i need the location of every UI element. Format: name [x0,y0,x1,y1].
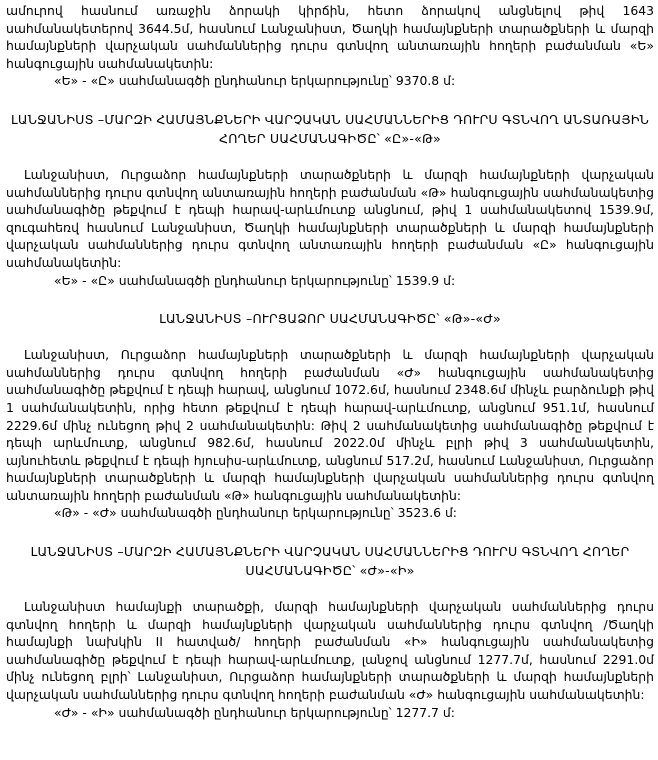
section-3 [6,542,654,721]
section-body: Լանջանիստ համայնքի տարածքի, մարզի համայնքների վարչական սահմաններից դուրս գտնվող հողերի և մարզի համայնքների վարչական սահմաններից դուրս գտնվող /Ծաղկի համայնքի նախկին II հատված/ հողերի բաժանման «Ի» հանգուցային սահմանակետից սահմանագիծը թեքվում է դեպի հարավ-արևմուտք, լանջով անցնում 1277.7մ, հասնում 2291.0մ մինչ ունեցող բլրի՝ Լանջանիստ, Ուրցաձոր համայնքների տարածքների և մարզի համայնքների վարչական սահմաններից դուրս գտնվող հողերի բաժանման «Ժ» հանգուցային սահմանակետին: [6,599,654,703]
section-total-length: «Թ» - «Ժ» սահմանագծի ընդհանուր երկարությունը՝ 3523.6 մ: [54,505,457,521]
section-body: Լանջանիստ, Ուրցաձոր համայնքների տարածքների և մարզի համայնքների վարչական սահմաններից դուրս գտնվող անտառային հողերի բաժանման «Թ» հանգուցային սահմանակետից սահմանագիծը թեքվում է դեպի հարավ-արևմուտք անցնում, թիվ 1 սահմանակետով 1539.9մ, զուգահեռվ հասնում Լանջանիստ, Ծաղկի համայնքների տարածքների և մարզի համայնքների վարչական սահմաններից դուրս գտնվող անտառային հողերի բաժանման «Ը» հանգուցային սահմանակետին: [6,166,654,270]
section-total-length: «Ե» - «Ը» սահմանագծի ընդհանուր երկարությունը՝ 1539.9 մ: [54,272,456,288]
section-1 [6,110,654,289]
section-heading: ԼԱՆՋԱՆԻՍՏ –ՈՒՐՑԱՁՈՐ ՍԱՀՄԱՆԱԳԻԾԸ՝ «Թ»-«Ժ» [159,311,501,327]
section-total-length: «Ժ» - «Ի» սահմանագծի ընդհանուր երկարությունը՝ 1277.7 մ: [54,704,455,720]
section-2 [6,309,654,522]
intro-total-length: «Ե» - «Ը» սահմանագծի ընդհանուր երկարությունը՝ 9370.8 մ: [54,73,456,89]
section-heading: ԼԱՆՋԱՆԻՍՏ –ՄԱՐԶԻ ՀԱՄԱՅՆՔՆԵՐԻ ՎԱՐՉԱԿԱՆ ՍԱՀՄԱՆՆԵՐԻՑ ԴՈՒՐՍ ԳՏՆՎՈՂ ԱՆՏԱՌԱՅԻՆ ՀՈՂԵՐ ՍԱՀՄԱՆԱԳԻԾԸ՝ «Ը»-«Թ» [11,111,649,146]
section-heading: ԼԱՆՋԱՆԻՍՏ –ՄԱՐԶԻ ՀԱՄԱՅՆՔՆԵՐԻ ՎԱՐՉԱԿԱՆ ՍԱՀՄԱՆՆԵՐԻՑ ԴՈՒՐՍ ԳՏՆՎՈՂ ՀՈՂԵՐ ՍԱՀՄԱՆԱԳԻԾԸ՝ «Ժ»-«Ի» [30,544,630,579]
intro-paragraph: ամուրով հասնում առաջին ձորակի կիրճին, հետո ձորակով անցնելով թիվ 1643 սահմանակետերով 3644.5մ, հասնում Լանջանիստ, Ծաղկի համայնքների տարածքների և մարզի համայնքների վարչական սահմաններից դուրս գտնվող անտառային հողերի բաժանման «Ե» հանգուցային սահմանակետին: [6,3,654,71]
section-body: Լանջանիստ, Ուրցաձոր համայնքների տարածքների և մարզի համայնքների վարչական սահմաններից դուրս գտնվող հողերի բաժանման «Ժ» հանգուցային սահմանակետից սահմանագիծը թեքվում է դեպի հարավ, անցնում 1072.6մ, հասնում 2348.6մ մինչև բարձունքի թիվ 1 սահմանակետին, որից հետո թեքվում է դեպի հարավ-արևմուտք, անցնում 951.1մ, հասնում 2229.6մ մինչ ունեցող թիվ 2 սահմանակետին: Թիվ 2 սահմանակետից սահմանագիծը թեքվում է դեպի արևմուտք, անցնում 982.6մ, հասնում 2022.0մ մինչև բլրի թիվ 3 սահմանակետին, այնուհետև թեքվում է դեպի հյուսիս-արևմուտք, անցնում 517.2մ, հասնում Լանջանիստ, Ուրցաձոր համայնքների տարածքների և մարզի համայնքների վարչական սահմաններից դուրս գտնվող անտառային հողերի բաժանման «Թ» հանգուցային սահմանակետին: [6,347,654,503]
